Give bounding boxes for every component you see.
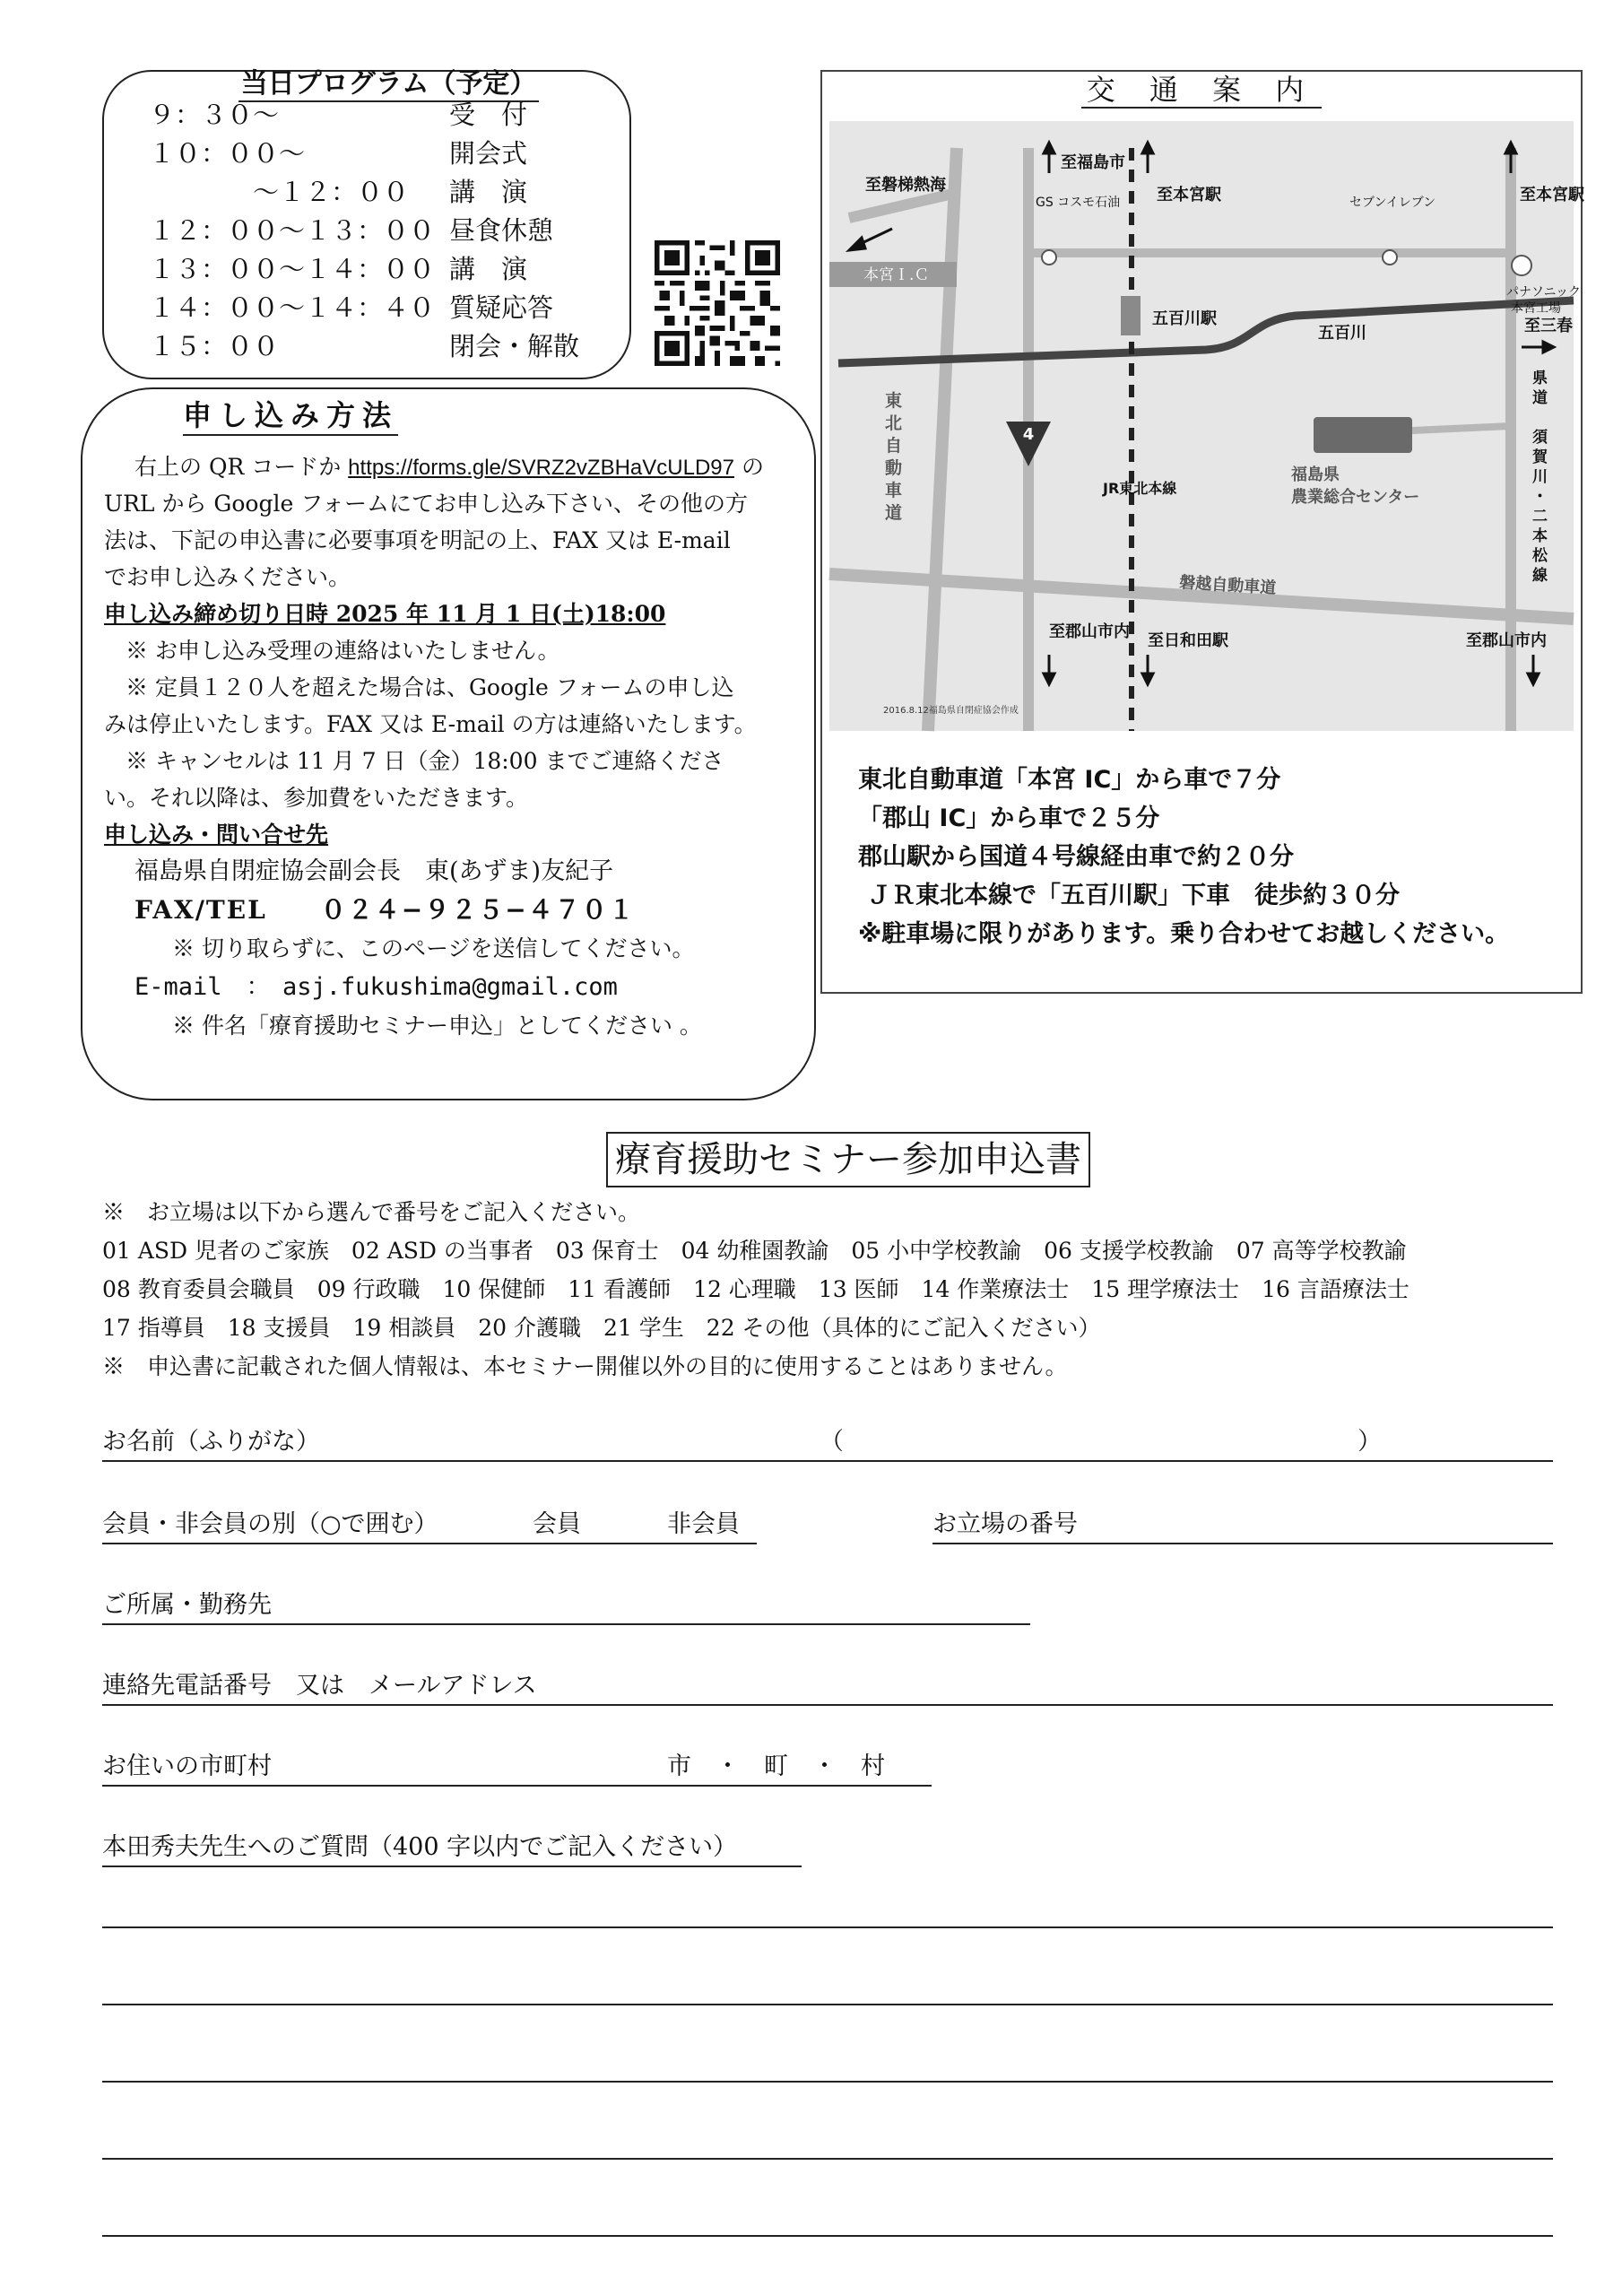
label-motomiya-ic: 本宮Ｉ.Ｃ [863,266,930,284]
note: い。それ以降は、参加費をいただきます。 [104,785,529,811]
city-label: お住いの市町村 [102,1752,272,1780]
form-url-link[interactable]: https://forms.gle/SVRZ2vZBHaVcULD97 [348,456,734,480]
direction-line: 「郡山 IC」から車で２５分 [858,804,1160,832]
parking-note: ※駐車場に限りがあります。乗り合わせてお越しください。 [858,920,1510,948]
role-number-label: お立場の番号 [932,1510,1078,1538]
answer-line[interactable] [102,2158,1553,2160]
contact-title: 申し込み・問い合せ先 [104,822,329,848]
membership-field[interactable] [102,1507,757,1544]
svg-text:線: 線 [1532,567,1548,585]
apply-box [81,387,816,1100]
label-fukushima: 至福島市 [1061,153,1125,172]
svg-text:本: 本 [1532,527,1548,545]
name-paren-open: （ [820,1428,844,1456]
program-box: 当日プログラム（予定） ９：３０〜 受 付 １０：００〜 開会式 〜１２：００ 講 演 １２：００〜１３：００ 昼食休憩 １３：００〜１４：００ 講 演 １４：００〜１４：４０ 質疑応答 １５：００ 閉会・解散 [102,70,631,379]
svg-text:須: 須 [1532,429,1548,447]
direction-line: 東北自動車道「本宮 IC」から車で７分 [858,766,1281,794]
note: ※ キャンセルは 11 月 7 日（金）18:00 までご連絡くださ [126,748,724,774]
access-map [829,121,1584,731]
label-center1: 福島県 [1291,465,1340,484]
name-paren-close: ） [1357,1428,1382,1456]
city-units: 市 ・ 町 ・ 村 [667,1752,885,1780]
email-address[interactable]: E-mail ： asj.fukushima@gmail.com [134,973,618,1001]
label-gohyakugawa-st: 五百川駅 [1152,309,1217,328]
apply-text: でお申し込みください。 [104,564,351,590]
apply-text: URL から Google フォームにてお申し込み下さい、その他の方 [104,491,748,517]
map-credit: 2016.8.12福島県自閉症協会作成 [883,706,1019,716]
svg-text:道: 道 [885,503,903,523]
deadline: 申し込み締め切り日時 2025 年 11 月 1 日(土)18:00 [104,601,666,627]
svg-text:松: 松 [1532,547,1548,565]
role-list: 08 教育委員会職員 09 行政職 10 保健師 11 看護師 12 心理職 13 医師 14 作業療法士 15 理学療法士 16 言語療法士 [102,1276,1409,1302]
note: みは停止いたします。FAX 又は E-mail の方は連絡いたします。 [104,711,757,737]
label-jr-line: JR東北本線 [1103,480,1177,497]
note: ※ お申し込み受理の連絡はいたしません。 [126,638,560,664]
apply-intro: 右上の QR コードか https://forms.gle/SVRZ2vZBHaVcULD97 の [134,454,764,480]
agri-center-building [1314,417,1412,453]
direction-line: ＪＲ東北本線で「五百川駅」下車 徒歩約３０分 [867,882,1400,909]
answer-line[interactable] [102,2081,1553,2083]
svg-text:車: 車 [885,481,903,500]
affiliation-field[interactable] [102,1587,1030,1625]
fax-number: FAX/TEL ０２４−９２５−４７０１ [134,895,636,925]
label-pref-road [1531,370,1548,585]
qr-code-icon[interactable] [655,240,780,366]
seven-marker [1383,250,1397,265]
note: ※ 定員１２０人を超えた場合は、Google フォームの申し込 [126,674,734,700]
gs-marker [1042,250,1056,265]
svg-text:賀: 賀 [1532,448,1548,466]
nonmember-option[interactable]: 非会員 [667,1510,740,1538]
role-note: ※ お立場は以下から選んで番号をご記入ください。 [102,1199,641,1225]
privacy-note: ※ 申込書に記載された個人情報は、本セミナー開催以外の目的に使用することはありません。 [102,1353,1068,1379]
svg-text:県: 県 [1532,370,1548,387]
member-option[interactable]: 会員 [533,1510,581,1538]
label-panasonic2: 本宮工場 [1511,301,1561,316]
label-miharu: 至三春 [1524,317,1573,335]
fax-note: ※ 切り取らずに、このページを送信してください。 [172,935,695,961]
city-field[interactable] [102,1749,932,1787]
role-number-field[interactable] [932,1507,1553,1544]
apply-text: 法は、下記の申込書に必要事項を明記の上、FAX 又は E-mail [104,527,731,553]
contact-name: 福島県自閉症協会副会長 東(あずま)友紀子 [134,857,614,885]
label-center2: 農業総合センター [1291,488,1420,507]
role-list: 17 指導員 18 支援員 19 相談員 20 介護職 21 学生 22 その他（具体的にご記入ください） [102,1315,1101,1341]
email-note: ※ 件名「療育援助セミナー申込」としてください 。 [172,1013,702,1039]
svg-text:川: 川 [1532,468,1548,486]
label-motomiya-st2: 至本宮駅 [1520,186,1584,204]
svg-text:東: 東 [885,391,903,411]
contact-field[interactable] [102,1668,1553,1706]
label-koriyama2: 至郡山市内 [1466,631,1547,650]
direction-line: 郡山駅から国道４号線経由車で約２０分 [858,843,1294,871]
label-gs: GS コスモ石油 [1036,196,1121,210]
answer-line[interactable] [102,2004,1553,2005]
role-list: 01 ASD 児者のご家族 02 ASD の当事者 03 保育士 04 幼稚園教諭 05 小中学校教諭 06 支援学校教諭 07 高等学校教諭 [102,1238,1407,1264]
question-field[interactable] [102,1830,802,1867]
affiliation-label: ご所属・勤務先 [102,1591,272,1619]
label-panasonic: パナソニック [1506,285,1582,300]
svg-text:自: 自 [885,436,903,456]
name-field[interactable] [102,1424,1553,1462]
center-access-road [1412,426,1511,430]
panasonic-marker [1512,256,1531,275]
svg-text:・: ・ [1532,488,1548,506]
svg-text:二: 二 [1532,508,1548,526]
program-title: 当日プログラム（予定） [239,68,539,102]
membership-label: 会員・非会員の別（○で囲む） [102,1510,438,1538]
name-label: お名前（ふりがな） [102,1428,320,1456]
svg-text:動: 動 [885,458,903,478]
apply-title: 申し込み方法 [183,396,398,436]
label-seven: セブンイレブン [1349,196,1436,210]
access-title: 交 通 案 内 [822,72,1581,108]
form-title: 療育援助セミナー参加申込書 [606,1132,1090,1187]
label-hiwada: 至日和田駅 [1148,631,1228,650]
label-banetsu: 磐越自動車道 [1178,573,1277,598]
answer-line[interactable] [102,1926,1553,1928]
svg-text:道: 道 [1532,389,1548,407]
access-panel [820,70,1583,994]
route-4-label: 4 [1022,425,1035,444]
contact-label: 連絡先電話番号 又は メールアドレス [102,1672,537,1700]
label-iwaki-atami: 至磐梯熱海 [865,176,946,195]
answer-line[interactable] [102,2235,1553,2237]
label-gohyakugawa: 五百川 [1318,324,1366,343]
svg-text:北: 北 [885,413,903,433]
gohyakugawa-station [1121,296,1141,335]
label-motomiya-st: 至本宮駅 [1157,186,1221,204]
label-koriyama1: 至郡山市内 [1049,622,1130,641]
question-label: 本田秀夫先生へのご質問（400 字以内でご記入ください） [102,1833,738,1861]
